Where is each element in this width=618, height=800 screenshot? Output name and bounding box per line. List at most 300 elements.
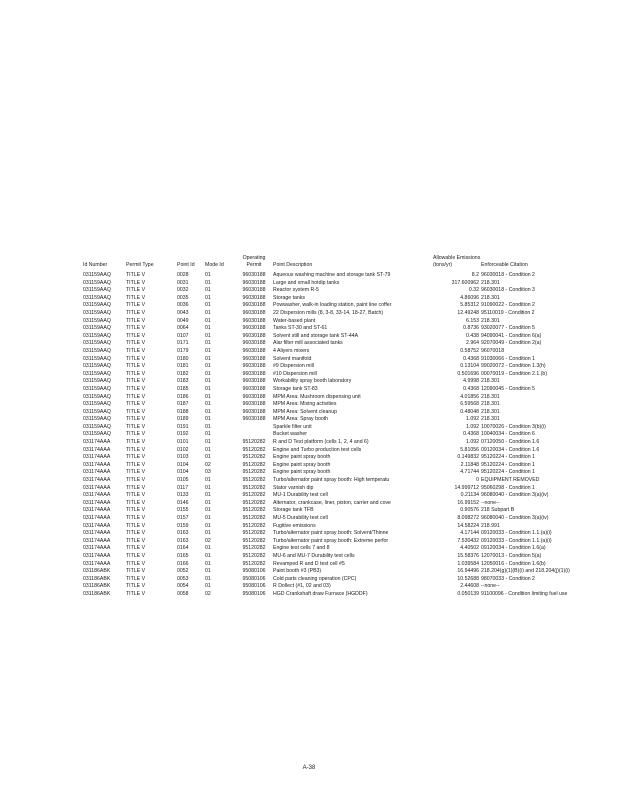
cell-point-description: MU-6 and MU-7 Durability test cells [273,552,355,559]
cell-permit-type: TITLE V [126,454,146,461]
cell-point-description: Powwasher, walk-in loading station, paint line coffer [273,302,392,309]
cell-operating-permit: 95120282 [242,484,266,491]
table-row [83,424,603,432]
cell-id-number: 031174AAA [83,492,111,499]
table-row [83,583,603,591]
cell-allowable-emissions: 6.153 [466,317,479,324]
cell-mode-id: 01 [205,317,211,324]
cell-enforceable-citation: 96080040 - Condition 3(a)(iv) [481,492,549,499]
table-row [83,492,603,500]
cell-allowable-emissions: 0.438 [466,332,479,339]
cell-id-number: 031174AAA [83,439,111,446]
cell-operating-permit: 95080106 [242,583,266,590]
table-row [83,386,603,394]
cell-operating-permit: 95120282 [242,560,266,567]
cell-operating-permit: 96030188 [242,363,266,370]
cell-point-description: MPM Area: Mushroom dispensing unit [273,393,361,400]
cell-mode-id: 01 [205,545,211,552]
cell-allowable-emissions: 0 [476,477,479,484]
cell-enforceable-citation: 07120050 - Condition 1.6 [481,439,540,446]
cell-mode-id: 01 [205,302,211,309]
cell-id-number: 031174AAA [83,484,111,491]
cell-enforceable-citation: 94090041 - Condition 6(a) [481,332,542,339]
cell-id-number: 031174AAA [83,537,111,544]
cell-allowable-emissions: 12.49248 [457,309,479,316]
cell-id-number: 031174AAA [83,515,111,521]
cell-operating-permit: 96030188 [242,294,266,301]
cell-point-id: 0163 [177,530,189,537]
cell-operating-permit: 96030188 [242,393,266,400]
cell-point-description: Storage tank TFB [273,507,314,514]
cell-mode-id: 01 [205,575,211,582]
cell-mode-id: 01 [205,583,211,590]
table-row [83,447,603,455]
cell-point-description: Bucket washer [273,431,308,438]
table-row [83,538,603,546]
cell-point-id: 0187 [177,401,189,408]
cell-operating-permit: 95120282 [242,469,266,476]
cell-mode-id: 01 [205,325,211,332]
table-row [83,439,603,447]
cell-id-number: 031159AAQ [83,385,111,392]
cell-id-number: 031174AAA [83,530,111,537]
cell-point-id: 0064 [177,325,189,332]
cell-permit-type: TITLE V [126,545,146,552]
cell-point-description: Storage tanks [273,294,306,301]
cell-permit-type: TITLE V [126,302,146,309]
table-row [83,310,603,318]
cell-point-id: 0157 [177,515,189,521]
cell-allowable-emissions: 317.600962 [451,279,479,286]
cell-operating-permit: 95120282 [242,499,266,506]
cell-point-id: 0164 [177,545,189,552]
cell-id-number: 031159AAQ [83,401,111,408]
cell-point-id: 0117 [177,484,189,491]
cell-enforceable-citation: 218.301 [481,401,500,408]
cell-operating-permit: 95120282 [242,545,266,552]
cell-allowable-emissions: 5.81056 [460,446,479,453]
table-row [83,416,603,424]
cell-id-number: 031186ABK [83,568,111,575]
table-row [83,431,603,439]
cell-point-id: 0032 [177,287,189,294]
cell-point-description: Alternator, crankcase, liner, piston, carrier and cove [273,499,391,506]
cell-point-id: 0179 [177,347,189,354]
cell-operating-permit: 95120282 [242,522,266,529]
cell-id-number: 031159AAQ [83,408,111,415]
cell-id-number: 031159AAQ [83,287,111,294]
cell-point-description: Revamped R and D test cell #5 [273,560,345,567]
table-row [83,356,603,364]
table-row [83,401,603,409]
cell-point-id: 0102 [177,446,189,453]
permit-points-table [83,255,603,599]
cell-operating-permit: 96030188 [242,309,266,316]
cell-enforceable-citation: 93020077 - Condition 5 [481,325,535,332]
cell-allowable-emissions: 8.098272 [457,515,479,521]
cell-point-description: Engine paint spray booth [273,469,331,476]
cell-allowable-emissions: 4.01856 [460,393,479,400]
cell-mode-id: 01 [205,332,211,339]
table-row [83,500,603,508]
cell-permit-type: TITLE V [126,309,146,316]
cell-point-description: Alar filter mill associated tanks [273,340,343,347]
table-row [83,477,603,485]
cell-allowable-emissions: 0.149832 [457,454,479,461]
cell-id-number: 031159AAQ [83,325,111,332]
table-row [83,340,603,348]
cell-enforceable-citation: 95120224 - Condition 1 [481,469,535,476]
cell-id-number: 031159AAQ [83,340,111,347]
cell-mode-id: 03 [205,469,211,476]
cell-point-id: 0101 [177,439,189,446]
cell-id-number: 031186ABK [83,590,111,597]
cell-permit-type: TITLE V [126,583,146,590]
table-row [83,333,603,341]
cell-point-description: Turbo/alternator paint spray booth: High temperatu [273,477,390,484]
header-enforceable-citation: Enforceable Citation [481,262,528,268]
table-row [83,371,603,379]
cell-permit-type: TITLE V [126,446,146,453]
cell-allowable-emissions: 0.4368 [463,385,479,392]
cell-point-description: Workability spray booth laboratory [273,378,352,385]
cell-allowable-emissions: 0.4368 [463,431,479,438]
table-row [83,576,603,584]
cell-allowable-emissions: 4.9998 [463,378,479,385]
cell-operating-permit: 95120282 [242,454,266,461]
table-row [83,409,603,417]
cell-id-number: 031159AAQ [83,279,111,286]
cell-mode-id: 01 [205,431,211,438]
cell-permit-type: TITLE V [126,363,146,370]
cell-id-number: 031159AAQ [83,317,111,324]
cell-enforceable-citation: 10040034 - Condition 6 [481,431,535,438]
cell-operating-permit: 95120282 [242,537,266,544]
cell-point-id: 0180 [177,355,189,362]
cell-permit-type: TITLE V [126,469,146,476]
cell-point-id: 0166 [177,560,189,567]
cell-enforceable-citation: 218 Subpart B [481,507,515,514]
cell-enforceable-citation: 91090022 - Condition 2 [481,302,535,309]
cell-point-id: 0049 [177,317,189,324]
table-row [83,363,603,371]
cell-id-number: 031174AAA [83,545,111,552]
cell-permit-type: TITLE V [126,522,146,529]
table-row [83,318,603,326]
cell-allowable-emissions: 14.999712 [454,484,479,491]
cell-point-description: #9 Dispersion mill [273,363,314,370]
cell-enforceable-citation: 218.301 [481,378,500,385]
cell-point-description: MU-1 Durability test cell [273,492,328,499]
cell-enforceable-citation: 95060298 - Condition 1 [481,484,535,491]
cell-id-number: 031174AAA [83,461,111,468]
cell-permit-type: TITLE V [126,537,146,544]
cell-point-description: Storage tank ST-83 [273,385,318,392]
cell-mode-id: 01 [205,272,211,278]
cell-mode-id: 01 [205,408,211,415]
cell-point-description: Turbo/alternator paint spray booth: Solvent/Thinne [273,530,389,537]
cell-allowable-emissions: 0.58752 [460,347,479,354]
cell-mode-id: 01 [205,363,211,370]
cell-permit-type: TITLE V [126,385,146,392]
cell-mode-id: 01 [205,355,211,362]
cell-point-description: Reactor system R-5 [273,287,319,294]
cell-allowable-emissions: 2.11848 [460,461,479,468]
cell-enforceable-citation: 96070018 [481,347,505,354]
cell-allowable-emissions: 0.501696 [457,370,479,377]
cell-mode-id: 01 [205,522,211,529]
cell-point-id: 0104 [177,469,189,476]
cell-operating-permit: 95080106 [242,568,266,575]
cell-point-description: Engine paint spray booth [273,461,331,468]
cell-point-description: HGD Crankshaft draw Furnace (HGDDF) [273,590,368,597]
cell-mode-id: 01 [205,507,211,514]
cell-allowable-emissions: 14.58224 [457,522,479,529]
table-row [83,469,603,477]
cell-point-description: Engine test cells 7 and 8 [273,545,330,552]
cell-operating-permit: 95120282 [242,515,266,521]
cell-permit-type: TITLE V [126,294,146,301]
cell-operating-permit: 96030188 [242,378,266,385]
cell-point-id: 0104 [177,461,189,468]
cell-id-number: 031159AAQ [83,309,111,316]
cell-point-id: 0186 [177,393,189,400]
cell-permit-type: TITLE V [126,279,146,286]
cell-enforceable-citation: 99020072 - Condition 1.3(h) [481,363,546,370]
cell-point-id: 0171 [177,340,189,347]
cell-enforceable-citation: 09120033 - Condition 1.1.(a)(i) [481,537,552,544]
cell-operating-permit: 96030188 [242,355,266,362]
cell-point-id: 0191 [177,423,189,430]
cell-mode-id: 01 [205,484,211,491]
cell-point-id: 0054 [177,583,189,590]
cell-enforceable-citation: 09120033 - Condition 1.1.(a)(i) [481,530,552,537]
cell-point-id: 0103 [177,454,189,461]
cell-mode-id: 02 [205,590,211,597]
cell-allowable-emissions: 0.21134 [460,492,479,499]
cell-point-description: Turbo/alternator paint spray booth: Extreme perfor [273,537,389,544]
cell-enforceable-citation: 12070013 - Condition 5(a) [481,552,542,559]
cell-point-id: 0036 [177,302,189,309]
table-header [83,255,603,272]
cell-id-number: 031159AAQ [83,378,111,385]
cell-allowable-emissions: 5.85312 [460,302,479,309]
cell-id-number: 031159AAQ [83,363,111,370]
cell-id-number: 031159AAQ [83,370,111,377]
cell-point-id: 0031 [177,279,189,286]
cell-operating-permit: 96030188 [242,347,266,354]
table-row [83,325,603,333]
table-row [83,272,603,280]
cell-mode-id: 01 [205,499,211,506]
cell-allowable-emissions: 4.40502 [460,545,479,552]
cell-enforceable-citation: 218.301 [481,416,500,423]
cell-point-description: 22 Dispersion mills (8, 3-8, 33-14, 18-27, Batch) [273,309,384,316]
cell-allowable-emissions: 7.530432 [457,537,479,544]
cell-permit-type: TITLE V [126,317,146,324]
table-row [83,302,603,310]
cell-permit-type: TITLE V [126,439,146,446]
header-point-id: Point Id [177,262,195,268]
cell-permit-type: TITLE V [126,590,146,597]
cell-point-id: 0192 [177,431,189,438]
cell-permit-type: TITLE V [126,560,146,567]
cell-point-description: Paint booth #3 (PB3) [273,568,322,575]
cell-enforceable-citation: 95110019 - Condition 2 [481,309,535,316]
cell-id-number: 031159AAQ [83,393,111,400]
cell-permit-type: TITLE V [126,340,146,347]
cell-id-number: 031159AAQ [83,347,111,354]
cell-point-id: 0189 [177,416,189,423]
cell-id-number: 031159AAQ [83,332,111,339]
cell-enforceable-citation: 218.204(g)(1)(B)(i) and 218.204(j)(1)(i) [481,568,570,575]
cell-enforceable-citation: 12090045 - Condition 5 [481,385,535,392]
cell-mode-id: 01 [205,340,211,347]
cell-allowable-emissions: 4.71744 [460,469,479,476]
cell-enforceable-citation: --none-- [481,499,500,506]
cell-operating-permit: 96030188 [242,416,266,423]
cell-mode-id: 01 [205,477,211,484]
cell-mode-id: 01 [205,515,211,521]
table-row [83,394,603,402]
table-row [83,515,603,523]
cell-id-number: 031174AAA [83,454,111,461]
cell-enforceable-citation: 10070026 - Condition 3(b)(i) [481,423,546,430]
cell-point-description: Sparkle filter unit [273,423,312,430]
cell-allowable-emissions: 4.86096 [460,294,479,301]
cell-permit-type: TITLE V [126,530,146,537]
cell-point-description: #10 Dispersion mill [273,370,317,377]
cell-point-description: Large and small hotdip tanks [273,279,340,286]
cell-point-id: 0159 [177,522,189,529]
cell-id-number: 031159AAQ [83,294,111,301]
cell-permit-type: TITLE V [126,575,146,582]
cell-mode-id: 01 [205,423,211,430]
cell-permit-type: TITLE V [126,568,146,575]
cell-allowable-emissions: 1.092 [466,439,479,446]
cell-point-id: 0107 [177,332,189,339]
cell-allowable-emissions: 15.58376 [457,552,479,559]
cell-operating-permit: 96030188 [242,370,266,377]
cell-allowable-emissions: 1.092 [466,423,479,430]
cell-id-number: 031174AAA [83,477,111,484]
cell-point-description: Solvent manifold [273,355,312,362]
cell-enforceable-citation: 218.301 [481,393,500,400]
cell-enforceable-citation: 91030066 - Condition 1 [481,355,535,362]
cell-operating-permit: 96030188 [242,340,266,347]
header-id-number: Id Number [83,262,108,268]
cell-mode-id: 01 [205,446,211,453]
table-row [83,287,603,295]
cell-point-description: MPM Area: Solvent cleanup [273,408,338,415]
cell-id-number: 031159AAQ [83,272,111,278]
table-row [83,530,603,538]
header-point-description: Point Description [273,262,313,268]
cell-mode-id: 02 [205,537,211,544]
cell-permit-type: TITLE V [126,416,146,423]
cell-mode-id: 01 [205,385,211,392]
cell-id-number: 031174AAA [83,469,111,476]
cell-permit-type: TITLE V [126,552,146,559]
cell-mode-id: 01 [205,454,211,461]
cell-enforceable-citation: 218.301 [481,279,500,286]
cell-enforceable-citation: 96080040 - Condition 3(a)(iv) [481,515,549,521]
cell-allowable-emissions: 10.52688 [457,575,479,582]
cell-id-number: 031159AAQ [83,355,111,362]
cell-permit-type: TITLE V [126,492,146,499]
cell-point-description: Engine paint spray booth [273,454,331,461]
cell-operating-permit: 96030188 [242,272,266,278]
cell-allowable-emissions: 1.092 [466,416,479,423]
cell-permit-type: TITLE V [126,408,146,415]
cell-mode-id: 01 [205,370,211,377]
cell-operating-permit: 95120282 [242,446,266,453]
table-row [83,462,603,470]
cell-point-description: R Dollect (#1, 02 and 03) [273,583,331,590]
header-allowable-emissions: Allowable Emissions (tons/yr) [433,255,481,268]
cell-mode-id: 01 [205,552,211,559]
cell-mode-id: 01 [205,347,211,354]
cell-operating-permit: 95120282 [242,477,266,484]
cell-id-number: 031159AAQ [83,416,111,423]
table-row [83,568,603,576]
cell-mode-id: 01 [205,393,211,400]
cell-operating-permit: 96030188 [242,332,266,339]
table-row [83,295,603,303]
cell-operating-permit: 96030188 [242,302,266,309]
header-permit-type: Permit Type [126,262,154,268]
cell-point-description: Engine and Turbo production test cells [273,446,362,453]
cell-permit-type: TITLE V [126,370,146,377]
cell-point-id: 0105 [177,477,189,484]
table-row [83,454,603,462]
cell-permit-type: TITLE V [126,355,146,362]
cell-operating-permit: 96030188 [242,401,266,408]
cell-permit-type: TITLE V [126,347,146,354]
cell-allowable-emissions: 2.44608 [460,583,479,590]
cell-operating-permit: 95120282 [242,507,266,514]
cell-permit-type: TITLE V [126,401,146,408]
cell-point-id: 0155 [177,507,189,514]
cell-mode-id: 01 [205,416,211,423]
cell-point-id: 0058 [177,590,189,597]
cell-point-description: Water-based plant [273,317,316,324]
cell-enforceable-citation: 96030018 - Condition 3 [481,287,535,294]
cell-point-description: MU-5 Durability test cell [273,515,328,521]
cell-operating-permit: 96030188 [242,408,266,415]
table-row [83,523,603,531]
cell-allowable-emissions: 4.17144 [460,530,479,537]
cell-operating-permit: 95080106 [242,590,266,597]
cell-mode-id: 01 [205,568,211,575]
cell-id-number: 031159AAQ [83,423,111,430]
cell-allowable-emissions: 1.039584 [457,560,479,567]
table-row [83,561,603,569]
cell-enforceable-citation: 95120224 - Condition 1 [481,454,535,461]
cell-id-number: 031159AAQ [83,302,111,309]
cell-point-description: 4 Aliyers mixers [273,347,310,354]
cell-mode-id: 01 [205,439,211,446]
cell-allowable-emissions: 6.59568 [460,401,479,408]
header-operating-permit: Operating Permit [242,255,266,268]
cell-permit-type: TITLE V [126,507,146,514]
cell-enforceable-citation: 09120034 - Condition 1.6(a) [481,545,546,552]
cell-permit-type: TITLE V [126,477,146,484]
cell-enforceable-citation: 218.301 [481,317,500,324]
cell-point-description: Stator varnish dip [273,484,314,491]
cell-allowable-emissions: 0.4368 [463,355,479,362]
cell-enforceable-citation: 95120224 - Condition 1 [481,461,535,468]
